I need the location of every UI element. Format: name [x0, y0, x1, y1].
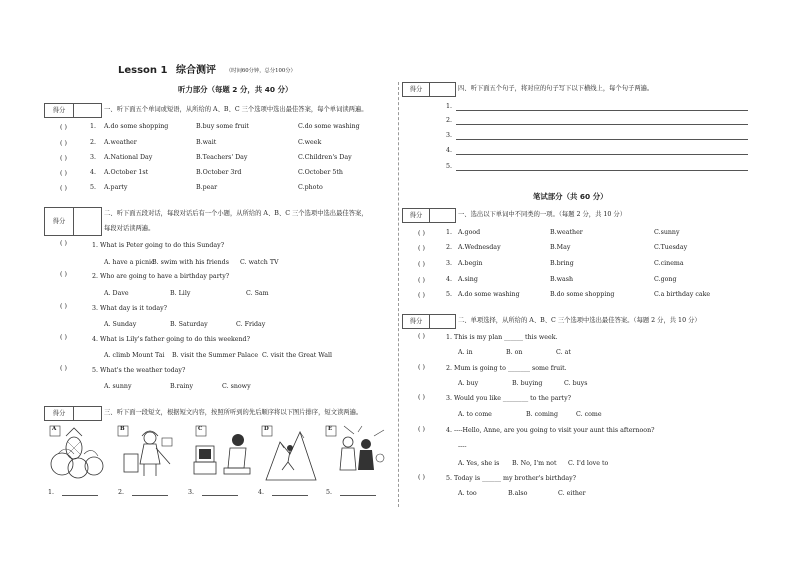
- answer-paren[interactable]: ( ): [418, 474, 425, 481]
- option-a: A.do some washing: [458, 291, 520, 298]
- question-text: 1. This is my plan ______ this week.: [446, 334, 558, 341]
- score-box-w2: [402, 314, 456, 329]
- option-c: C.a birthday cake: [654, 291, 711, 298]
- option-b: B. visit the Summer Palace: [172, 352, 259, 359]
- option-a: A. climb Mount Tai: [104, 352, 165, 359]
- picture-d-climbing: [262, 426, 316, 480]
- blank-number: 5.: [326, 489, 333, 496]
- answer-paren[interactable]: ( ): [60, 140, 67, 147]
- answer-paren[interactable]: ( ): [60, 271, 67, 278]
- answer-line[interactable]: [456, 124, 748, 125]
- option-c: C.do some washing: [298, 123, 360, 130]
- option-b: B.also: [508, 490, 528, 497]
- option-a: A. have a picnic: [104, 259, 155, 266]
- answer-paren[interactable]: ( ): [418, 245, 425, 252]
- score-box-l1: [44, 103, 102, 118]
- item-number: 1.: [446, 229, 453, 236]
- option-b: B.weather: [550, 229, 583, 236]
- option-b: B. No, I'm not: [512, 460, 557, 467]
- option-a: A.begin: [458, 260, 483, 267]
- answer-line[interactable]: [456, 139, 748, 140]
- blank-number: 2.: [118, 489, 125, 496]
- blank-number: 4.: [258, 489, 265, 496]
- option-a: A.October 1st: [104, 169, 149, 176]
- option-c: C. visit the Great Wall: [262, 352, 333, 359]
- option-a: A. Yes, she is: [458, 460, 500, 467]
- option-c: C.photo: [298, 184, 323, 191]
- option-c: C. at: [556, 349, 571, 356]
- column-divider: [398, 82, 399, 507]
- picture-a-fruit: [50, 426, 103, 478]
- item-number: 4.: [90, 169, 97, 176]
- item-number: 2.: [446, 244, 453, 251]
- score-box-l4: [402, 82, 456, 97]
- score-label: 得分: [45, 208, 74, 235]
- blank-number: 1.: [48, 489, 55, 496]
- answer-paren[interactable]: ( ): [60, 240, 67, 247]
- option-a: A. too: [458, 490, 477, 497]
- score-label: 得分: [403, 209, 430, 222]
- time-note: （时间60分钟，总分100分）: [226, 68, 296, 74]
- line-number: 2.: [446, 117, 453, 124]
- question-text: 5. Today is ______ my brother's birthday?: [446, 475, 577, 482]
- line-number: 4.: [446, 147, 453, 154]
- picture-label-b: B: [120, 426, 125, 432]
- answer-line[interactable]: [456, 170, 748, 171]
- score-box-w1: [402, 208, 456, 223]
- answer-paren[interactable]: ( ): [60, 124, 67, 131]
- answer-paren[interactable]: ( ): [418, 261, 425, 268]
- page-title: 综合测评: [176, 65, 216, 76]
- line-number: 3.: [446, 132, 453, 139]
- option-a: A.good: [458, 229, 481, 236]
- question-text: 4. What is Lily's father going to do this weekend?: [92, 336, 250, 343]
- score-label: 得分: [45, 104, 74, 117]
- question-text: 3. What day is it today?: [92, 305, 168, 312]
- answer-paren[interactable]: ( ): [60, 334, 67, 341]
- answer-paren[interactable]: ( ): [418, 292, 425, 299]
- option-a: A. in: [458, 349, 473, 356]
- option-b: B.do some shopping: [550, 291, 615, 298]
- option-b: B.Teachers' Day: [196, 154, 248, 161]
- option-c: C. either: [558, 490, 586, 497]
- written-heading: 笔试部分（共 60 分）: [533, 192, 608, 201]
- question-text: 4. ----Hello, Anne, are you going to visit your aunt this afternoon?: [446, 427, 655, 434]
- score-label: 得分: [45, 407, 74, 420]
- option-a: A.party: [104, 184, 128, 191]
- item-number: 1.: [90, 123, 97, 130]
- item-number: 3.: [446, 260, 453, 267]
- option-b: B.October 3rd: [196, 169, 242, 176]
- picture-label-d: D: [264, 426, 269, 432]
- option-b: B. Saturday: [170, 321, 208, 328]
- option-b: B.bring: [550, 260, 574, 267]
- picture-b-girl: [118, 426, 172, 476]
- option-c: C.Children's Day: [298, 154, 352, 161]
- answer-paren[interactable]: ( ): [418, 426, 425, 433]
- option-a: A. Dave: [104, 290, 129, 297]
- answer-paren[interactable]: ( ): [418, 333, 425, 340]
- option-b: B.May: [550, 244, 571, 251]
- line-number: 5.: [446, 163, 453, 170]
- answer-blank[interactable]: [62, 495, 98, 496]
- option-b: B.wait: [196, 139, 217, 146]
- option-a: A. Sunday: [104, 321, 137, 328]
- item-number: 4.: [446, 276, 453, 283]
- answer-paren[interactable]: ( ): [60, 155, 67, 162]
- picture-c-tv: [194, 426, 250, 474]
- answer-line[interactable]: [456, 110, 748, 111]
- answer-dash: ----: [458, 443, 467, 450]
- answer-paren[interactable]: ( ): [418, 230, 425, 237]
- answer-paren[interactable]: ( ): [60, 303, 67, 310]
- w1-instruction: 一、选出以下单词中不同类的一项。（每题 2 分，共 10 分）: [458, 211, 627, 218]
- answer-line[interactable]: [456, 154, 748, 155]
- answer-paren[interactable]: ( ): [418, 364, 425, 371]
- answer-paren[interactable]: ( ): [418, 394, 425, 401]
- option-c: C. come: [576, 411, 602, 418]
- ordering-pictures: [44, 424, 394, 486]
- picture-label-c: C: [198, 426, 203, 432]
- option-a: A.do some shopping: [104, 123, 169, 130]
- picture-label-e: E: [328, 426, 333, 432]
- option-a: A. to come: [458, 411, 492, 418]
- option-a: A.sing: [458, 276, 478, 283]
- option-b: B. Lily: [170, 290, 191, 297]
- option-b: B. swim with his friends: [152, 259, 229, 266]
- question-text: 3. Would you like ________ to the party?: [446, 395, 572, 402]
- option-c: C. Sam: [246, 290, 269, 297]
- option-a: A.National Day: [104, 154, 153, 161]
- answer-paren[interactable]: ( ): [60, 170, 67, 177]
- l2-instruction-1: 二、听下面五段对话，每段对话后有一个小题，从所给的 A、B、C 三个选项中选出最佳答案，: [104, 210, 368, 217]
- answer-blank[interactable]: [272, 495, 308, 496]
- answer-paren[interactable]: ( ): [60, 185, 67, 192]
- option-a: A.Wednesday: [458, 244, 501, 251]
- option-c: C. Friday: [236, 321, 266, 328]
- item-number: 3.: [90, 154, 97, 161]
- option-c: C. I'd love to: [568, 460, 609, 467]
- option-b: B. buying: [512, 380, 543, 387]
- picture-label-a: A: [52, 426, 57, 432]
- l3-instruction: 三、听下面一段短文，根据短文内容，按照所听到的先后顺序将以下图片排序，短文读两遍。: [104, 409, 363, 416]
- option-c: C.cinema: [654, 260, 684, 267]
- score-label: 得分: [403, 315, 430, 328]
- option-c: C. watch TV: [240, 259, 279, 266]
- option-c: C. snowy: [222, 383, 251, 390]
- answer-paren[interactable]: ( ): [418, 277, 425, 284]
- item-number: 5.: [446, 291, 453, 298]
- option-a: A.weather: [104, 139, 137, 146]
- item-number: 2.: [90, 139, 97, 146]
- option-c: C.October 5th: [298, 169, 343, 176]
- option-c: C.sunny: [654, 229, 680, 236]
- question-text: 1. What is Peter going to do this Sunday?: [92, 242, 225, 249]
- option-c: C.Tuesday: [654, 244, 688, 251]
- option-b: B.pear: [196, 184, 218, 191]
- option-c: C.gong: [654, 276, 677, 283]
- option-b: B. coming: [526, 411, 559, 418]
- w2-instruction: 二、单项选择，从所给的 A、B、C 三个选项中选出最佳答案。（每题 2 分，共 10 分）: [458, 317, 701, 324]
- l1-instruction: 一、听下面五个单词或短语，从所给的 A、B、C 三个选项中选出最佳答案，每个单词读两遍。: [104, 106, 368, 113]
- picture-e-party: [326, 426, 384, 470]
- option-a: A. buy: [458, 380, 479, 387]
- option-b: B.wash: [550, 276, 574, 283]
- option-c: C.week: [298, 139, 322, 146]
- l4-instruction: 四、听下面五个句子，将对应的句子写下以下横线上，每个句子两遍。: [458, 85, 654, 92]
- answer-blank[interactable]: [132, 495, 168, 496]
- listening-heading: 听力部分（每题 2 分，共 40 分）: [178, 85, 293, 94]
- line-number: 1.: [446, 103, 453, 110]
- answer-paren[interactable]: ( ): [60, 365, 67, 372]
- blank-number: 3.: [188, 489, 195, 496]
- option-b: B.rainy: [170, 383, 194, 390]
- question-text: 5. What's the weather today?: [92, 367, 186, 374]
- lesson-label: Lesson 1: [118, 65, 168, 76]
- l2-instruction-2: 每段对话读两遍。: [104, 225, 155, 232]
- answer-blank[interactable]: [340, 495, 376, 496]
- option-b: B. on: [506, 349, 523, 356]
- score-box-l2: [44, 207, 102, 236]
- question-text: 2. Mum is going to _______ some fruit.: [446, 365, 567, 372]
- score-label: 得分: [403, 83, 430, 96]
- score-box-l3: [44, 406, 102, 421]
- option-c: C. buys: [564, 380, 588, 387]
- option-b: B.buy some fruit: [196, 123, 249, 130]
- question-text: 2. Who are going to have a birthday party?: [92, 273, 230, 280]
- option-a: A. sunny: [104, 383, 132, 390]
- item-number: 5.: [90, 184, 97, 191]
- answer-blank[interactable]: [202, 495, 238, 496]
